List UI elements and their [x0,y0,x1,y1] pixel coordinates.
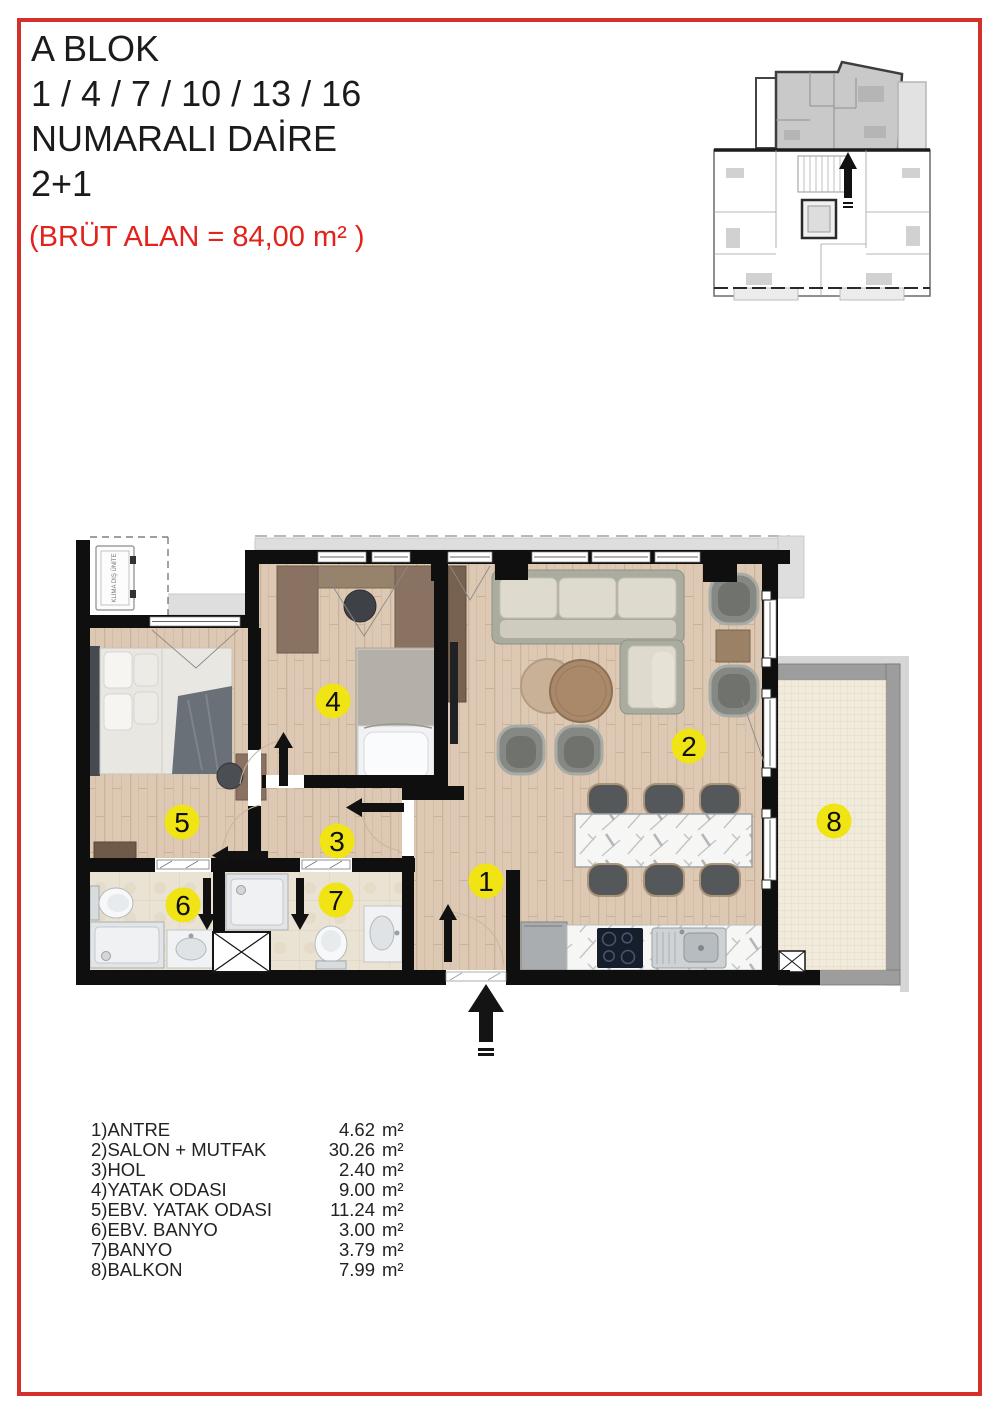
legend-row-ebv-yatak-odasi [91,1200,404,1220]
room-label-2 [672,729,707,764]
legend-label: 8)BALKON [91,1259,183,1280]
gross-area-note: (BRÜT ALAN = 84,00 m² ) [29,221,365,253]
double-bed [90,646,232,776]
svg-text:3: 3 [329,826,345,857]
layout-type: 2+1 [31,163,93,204]
legend-label: 5)EBV. YATAK ODASI [91,1199,272,1220]
dining-table [575,814,752,867]
legend-label: 3)HOL [91,1159,146,1180]
legend-label: 4)YATAK ODASI [91,1179,227,1200]
legend-label: 6)EBV. BANYO [91,1219,218,1240]
apartment-plan [76,536,909,1056]
fridge [521,922,567,970]
svg-text:5: 5 [174,807,190,838]
svg-text:7: 7 [328,885,344,916]
single-bed [356,648,436,786]
legend-row-balkon [91,1260,404,1280]
legend-area-unit: m² [382,1179,404,1200]
balcony-shaft [779,951,805,972]
svg-text:2: 2 [681,731,697,762]
room-label-3 [320,824,355,859]
room-label-6 [166,888,201,923]
shower-tray [90,922,164,968]
ac-outdoor-unit-niche [90,537,168,615]
legend-row-yatak-odasi [91,1180,404,1200]
legend-area-unit: m² [382,1259,404,1280]
legend-row-hol [91,1160,404,1180]
legend-row-banyo [91,1240,404,1260]
legend-area-value: 2.40 [338,1159,375,1180]
legend-label: 7)BANYO [91,1239,173,1260]
legend-row-ebv-banyo [91,1220,404,1240]
side-table [716,630,750,662]
legend-row-salon-mutfak [91,1140,404,1160]
armchair [710,666,758,716]
washbasin [364,906,402,962]
block-title: A BLOK [31,28,160,69]
key-plan [714,62,930,300]
legend-area-value: 9.00 [338,1179,375,1200]
legend-label: 2)SALON + MUTFAK [91,1139,267,1160]
room-label-7 [319,883,354,918]
legend-area-unit: m² [382,1139,404,1160]
legend-area-value: 3.00 [338,1219,375,1240]
shaft [213,932,270,972]
legend-area-unit: m² [382,1159,404,1180]
legend-area-unit: m² [382,1239,404,1260]
legend-area-value: 11.24 [330,1199,375,1220]
cooktop [597,928,643,968]
desk-chair [344,590,376,622]
legend-area-value: 7.99 [338,1259,375,1280]
room-legend [91,1120,404,1280]
legend-area-value: 3.79 [338,1239,375,1260]
washbasin [167,930,215,968]
kitchen-counter [521,922,762,970]
legend-area-unit: m² [382,1199,404,1220]
room-label-1 [469,864,504,899]
svg-text:6: 6 [175,890,191,921]
unit-numbers: 1 / 4 / 7 / 10 / 13 / 16 [31,73,362,114]
toilet [315,926,347,969]
legend-row-antre [91,1120,404,1140]
room-label-8 [817,804,852,839]
tub-chair [498,726,544,774]
room-label-4 [316,684,351,719]
tub-chair [556,726,602,774]
ac-unit-label: KLİMA DIŞ ÜNİTE [112,553,118,603]
toilet [90,886,133,920]
room-label-5 [165,805,200,840]
legend-area-value: 4.62 [338,1119,375,1140]
entrance-arrow-icon [468,984,504,1056]
legend-label: 1)ANTRE [91,1119,171,1140]
svg-text:1: 1 [478,866,494,897]
legend-area-value: 30.26 [328,1139,375,1160]
legend-area-unit: m² [382,1119,404,1140]
dining-set [575,784,752,896]
shower-tray [226,874,288,930]
svg-text:4: 4 [325,686,341,717]
kitchen-sink [652,928,726,968]
legend-area-unit: m² [382,1219,404,1240]
svg-text:8: 8 [826,806,842,837]
title-line-daire: NUMARALI DAİRE [31,118,338,159]
